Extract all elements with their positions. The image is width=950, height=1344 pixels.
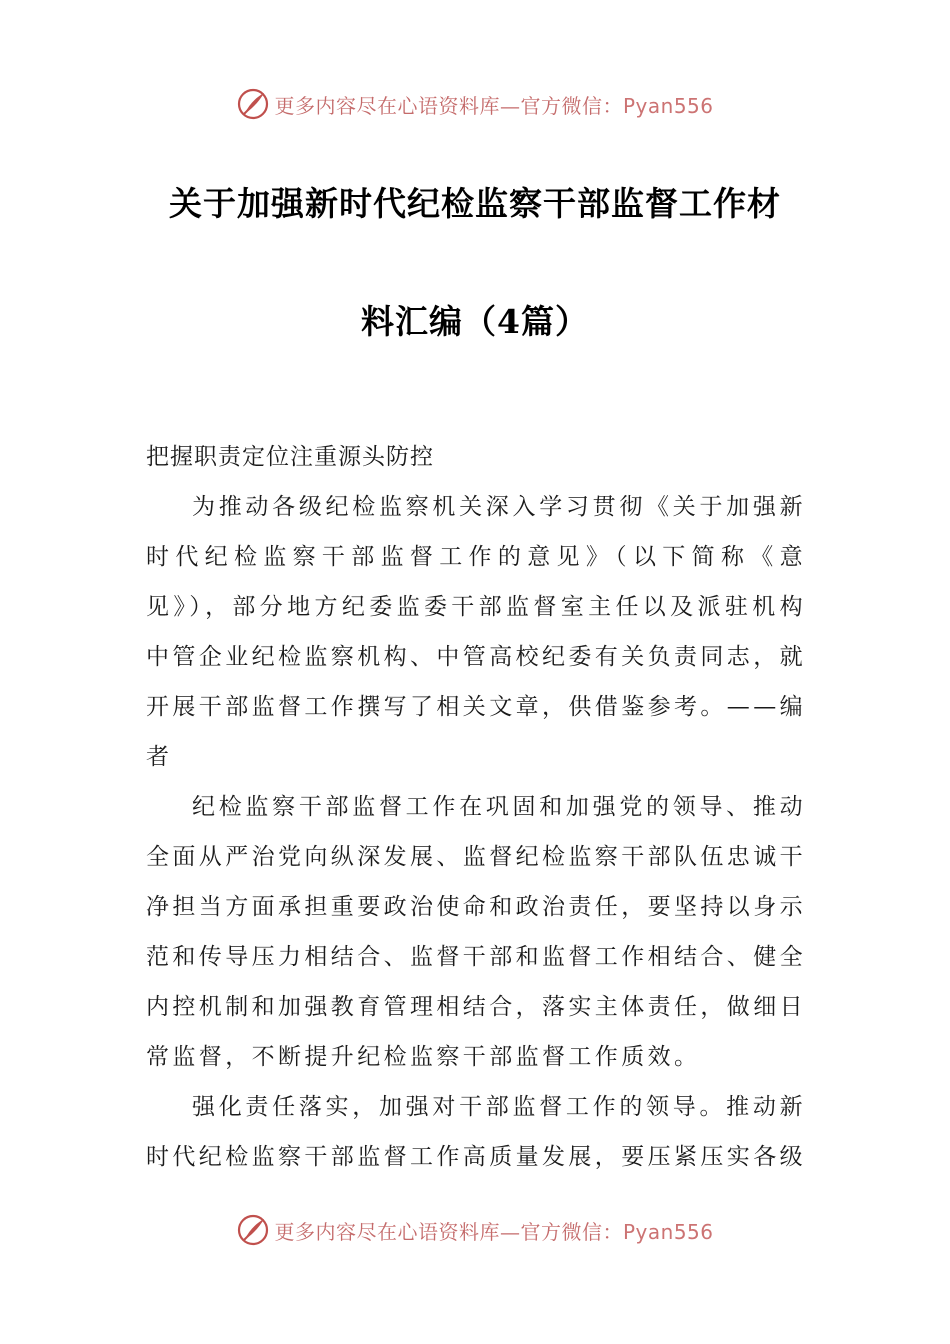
banner-separator: — bbox=[499, 1219, 521, 1244]
quill-pen-logo-icon bbox=[236, 87, 270, 121]
body-paragraph: 强化责任落实，加强对干部监督工作的领导。推动新时代纪检监察干部监督工作高质量发展，要压紧压实各级 bbox=[146, 1094, 806, 1170]
banner-wechat-label: 官方微信： bbox=[520, 93, 623, 118]
quill-pen-logo-icon bbox=[236, 1213, 270, 1247]
section-subheading: 把握职责定位注重源头防控 bbox=[146, 444, 434, 470]
body-paragraph: 纪检监察干部监督工作在巩固和加强党的领导、推动全面从严治党向纵深发展、监督纪检监察干部队伍忠诚干净担当方面承担重要政治使命和政治责任，要坚持以身示范和传导压力相结合、监督干部和监督工作相结合、健全内控机制和加强教育管理相结合，落实主体责任，做细日常监督，不断提升纪检监察干部监督工作质效。 bbox=[146, 794, 806, 1070]
banner-wechat-id: Pyan556 bbox=[622, 1219, 714, 1244]
banner-promo: 更多内容尽在心语资料库 bbox=[274, 93, 500, 118]
document-body bbox=[146, 432, 806, 1182]
document-title-line-2: 料汇编（4篇） bbox=[361, 302, 589, 341]
banner-text bbox=[274, 1216, 713, 1245]
footer-banner bbox=[0, 1210, 950, 1250]
banner-wechat-id: Pyan556 bbox=[622, 93, 714, 118]
banner-promo: 更多内容尽在心语资料库 bbox=[274, 1219, 500, 1244]
banner-separator: — bbox=[499, 93, 521, 118]
banner-text bbox=[274, 90, 713, 119]
header-banner bbox=[0, 84, 950, 124]
body-paragraph: 为推动各级纪检监察机关深入学习贯彻《关于加强新时代纪检监察干部监督工作的意见》（以下简称《意见》），部分地方纪委监委干部监督室主任以及派驻机构中管企业纪检监察机构、中管高校纪委有关负责同志，就开展干部监督工作撰写了相关文章，供借鉴参考。——编者 bbox=[146, 494, 806, 770]
banner-wechat-label: 官方微信： bbox=[520, 1219, 623, 1244]
document-title-line-1: 关于加强新时代纪检监察干部监督工作材 bbox=[169, 184, 781, 223]
